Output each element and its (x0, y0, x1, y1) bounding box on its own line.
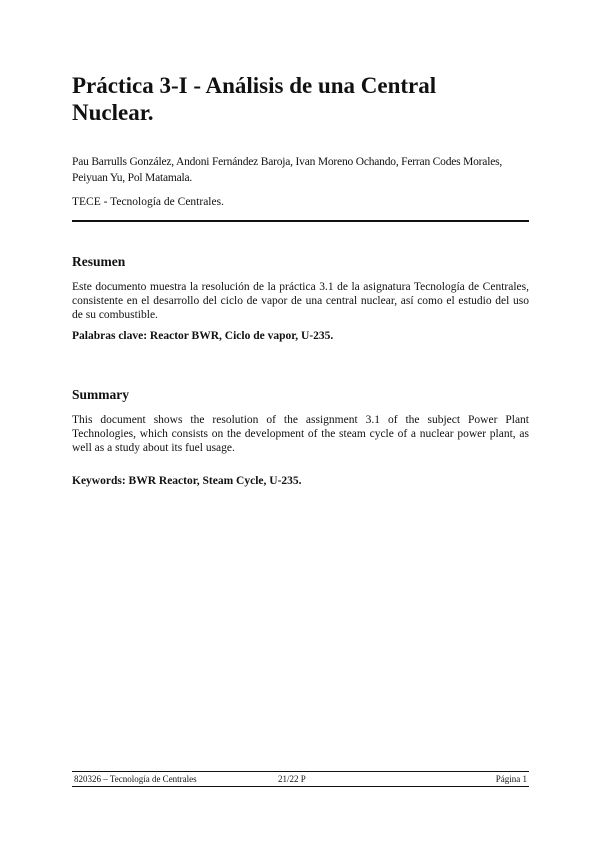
page-footer (72, 771, 529, 787)
resumen-keywords: Palabras clave: Reactor BWR, Ciclo de vapor, U-235. (72, 330, 334, 342)
summary-heading: Summary (72, 387, 129, 402)
document-title: Práctica 3-I - Análisis de una Central Nuclear. (72, 73, 437, 125)
footer-course-code: 820326 – Tecnología de Centrales (74, 774, 197, 784)
footer-term: 21/22 P (278, 774, 306, 784)
footer-page-number: Página 1 (495, 774, 527, 784)
resumen-heading: Resumen (72, 254, 126, 269)
course-name: TECE - Tecnología de Centrales. (72, 196, 224, 208)
header-divider (72, 220, 529, 222)
summary-text: This document shows the resolution of the assignment 3.1 of the subject Power Plant Technologies, which consists on the development of the steam cycle of a nuclear power plant, as well as a study about its fuel usage. (72, 414, 529, 454)
resumen-text: Este documento muestra la resolución de la práctica 3.1 de la asignatura Tecnología de Centrales, consistente en el desarrollo del ciclo de vapor de una central nuclear, así como el estudio del uso de su combustible. (72, 281, 529, 321)
summary-keywords: Keywords: BWR Reactor, Steam Cycle, U-235. (72, 475, 302, 487)
author-list: Pau Barrulls González, Andoni Fernández Baroja, Ivan Moreno Ochando, Ferran Codes Morales, Peiyuan Yu, Pol Matamala. (72, 156, 503, 184)
